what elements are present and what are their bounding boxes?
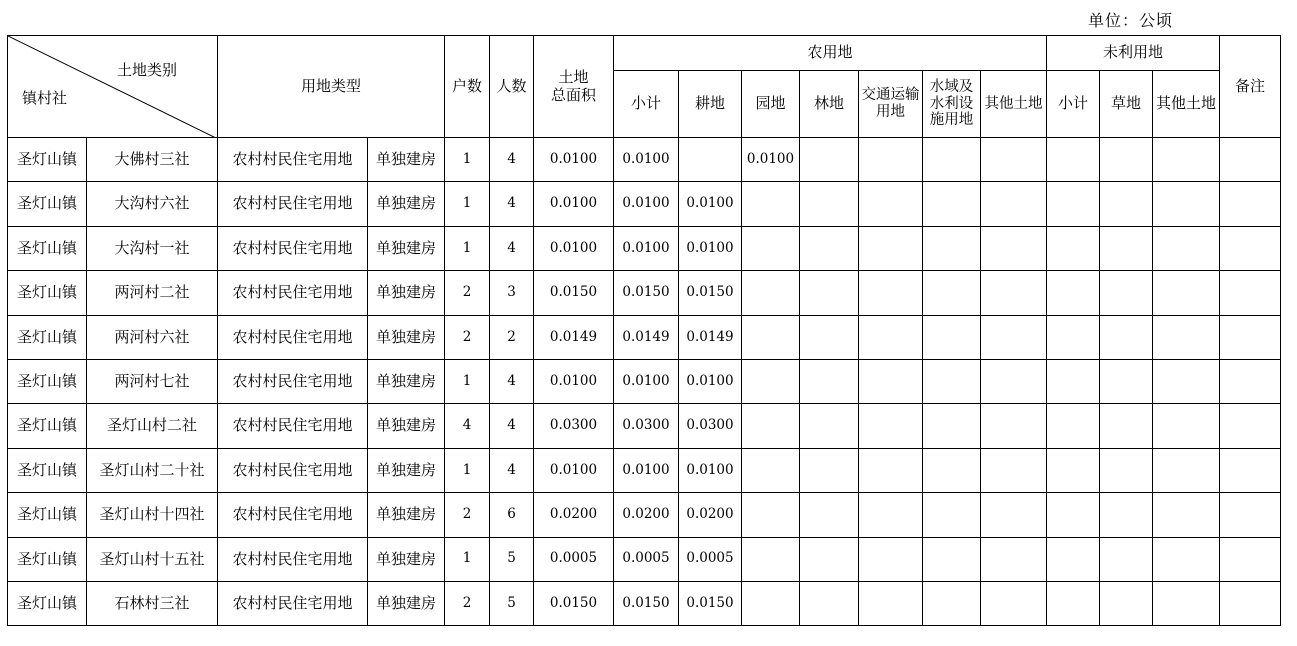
town-cell: 圣灯山镇 (8, 537, 87, 581)
town-cell: 圣灯山镇 (8, 138, 87, 182)
forest-cell (800, 359, 859, 403)
agri-subtotal-cell: 0.0005 (614, 537, 679, 581)
people-cell: 5 (490, 581, 534, 625)
total-area-cell: 0.0005 (534, 537, 614, 581)
transport-cell (859, 493, 923, 537)
households-cell: 1 (445, 226, 490, 270)
forest-cell (800, 448, 859, 492)
grassland-cell (1100, 359, 1153, 403)
table-row (8, 404, 1281, 448)
agri-land-group-header: 农用地 (614, 36, 1047, 71)
total-area-cell: 0.0100 (534, 138, 614, 182)
remarks-cell (1220, 493, 1281, 537)
total-area-header-line2: 总面积 (550, 85, 596, 104)
garden-cell (742, 271, 800, 315)
water-cell (923, 138, 981, 182)
households-cell: 1 (445, 138, 490, 182)
unused-other-cell (1153, 448, 1220, 492)
cultivated-cell: 0.0100 (679, 448, 742, 492)
households-cell: 4 (445, 404, 490, 448)
unused-col-header: 草地 (1100, 71, 1153, 138)
unused-subtotal-cell (1047, 182, 1100, 226)
unused-subtotal-cell (1047, 226, 1100, 270)
water-cell (923, 493, 981, 537)
agri-other-cell (981, 537, 1047, 581)
transport-cell (859, 537, 923, 581)
agri-other-cell (981, 493, 1047, 537)
diagonal-header-cell (8, 36, 218, 138)
grassland-cell (1100, 448, 1153, 492)
subtype-cell: 单独建房 (368, 359, 445, 403)
unused-subtotal-cell (1047, 359, 1100, 403)
village-cell: 两河村六社 (87, 315, 218, 359)
transport-cell (859, 404, 923, 448)
people-cell: 4 (490, 226, 534, 270)
agri-col-header: 水域及水利设施用地 (923, 71, 981, 138)
households-cell: 1 (445, 448, 490, 492)
grassland-cell (1100, 537, 1153, 581)
town-cell: 圣灯山镇 (8, 226, 87, 270)
garden-cell (742, 448, 800, 492)
unused-land-group-header: 未利用地 (1047, 36, 1220, 71)
transport-cell (859, 315, 923, 359)
land-use-cell: 农村村民住宅用地 (218, 138, 368, 182)
people-cell: 4 (490, 448, 534, 492)
subtype-cell: 单独建房 (368, 448, 445, 492)
cultivated-cell: 0.0100 (679, 226, 742, 270)
village-cell: 大沟村六社 (87, 182, 218, 226)
unused-subtotal-cell (1047, 537, 1100, 581)
town-cell: 圣灯山镇 (8, 404, 87, 448)
garden-cell (742, 581, 800, 625)
unused-other-cell (1153, 226, 1220, 270)
cultivated-cell (679, 138, 742, 182)
grassland-cell (1100, 315, 1153, 359)
garden-cell (742, 182, 800, 226)
total-area-cell: 0.0150 (534, 581, 614, 625)
agri-other-cell (981, 271, 1047, 315)
agri-subtotal-cell: 0.0150 (614, 271, 679, 315)
water-cell (923, 226, 981, 270)
village-cell: 石林村三社 (87, 581, 218, 625)
garden-cell (742, 493, 800, 537)
grassland-cell (1100, 138, 1153, 182)
remarks-cell (1220, 138, 1281, 182)
people-cell: 5 (490, 537, 534, 581)
water-cell (923, 537, 981, 581)
garden-cell (742, 315, 800, 359)
land-use-cell: 农村村民住宅用地 (218, 182, 368, 226)
grassland-cell (1100, 271, 1153, 315)
village-cell: 大沟村一社 (87, 226, 218, 270)
subtype-cell: 单独建房 (368, 581, 445, 625)
agri-col-header: 园地 (742, 71, 800, 138)
total-area-cell: 0.0100 (534, 448, 614, 492)
forest-cell (800, 493, 859, 537)
agri-col-header: 林地 (800, 71, 859, 138)
table-row (8, 493, 1281, 537)
transport-cell (859, 581, 923, 625)
subtype-cell: 单独建房 (368, 138, 445, 182)
subtype-cell: 单独建房 (368, 537, 445, 581)
total-area-cell: 0.0300 (534, 404, 614, 448)
table-row (8, 581, 1281, 625)
remarks-cell (1220, 448, 1281, 492)
transport-cell (859, 271, 923, 315)
table-row (8, 271, 1281, 315)
total-area-header-line1: 土地 (558, 68, 589, 87)
agri-subtotal-cell: 0.0100 (614, 359, 679, 403)
agri-other-cell (981, 359, 1047, 403)
people-cell: 3 (490, 271, 534, 315)
agri-subtotal-cell: 0.0149 (614, 315, 679, 359)
land-use-cell: 农村村民住宅用地 (218, 581, 368, 625)
households-cell: 2 (445, 315, 490, 359)
agri-subtotal-cell: 0.0100 (614, 226, 679, 270)
land-use-cell: 农村村民住宅用地 (218, 315, 368, 359)
village-cell: 圣灯山村十四社 (87, 493, 218, 537)
agri-other-cell (981, 448, 1047, 492)
unused-other-cell (1153, 537, 1220, 581)
unused-other-cell (1153, 404, 1220, 448)
remarks-cell (1220, 581, 1281, 625)
agri-other-cell (981, 315, 1047, 359)
remarks-header: 备注 (1220, 36, 1281, 138)
transport-cell (859, 182, 923, 226)
subtype-cell: 单独建房 (368, 226, 445, 270)
forest-cell (800, 315, 859, 359)
households-cell: 2 (445, 493, 490, 537)
households-cell: 1 (445, 182, 490, 226)
agri-subtotal-cell: 0.0100 (614, 138, 679, 182)
town-cell: 圣灯山镇 (8, 581, 87, 625)
unused-other-cell (1153, 182, 1220, 226)
cultivated-cell: 0.0100 (679, 359, 742, 403)
people-cell: 4 (490, 138, 534, 182)
forest-cell (800, 404, 859, 448)
town-cell: 圣灯山镇 (8, 359, 87, 403)
grassland-cell (1100, 581, 1153, 625)
cultivated-cell: 0.0150 (679, 271, 742, 315)
unused-other-cell (1153, 271, 1220, 315)
garden-cell (742, 226, 800, 270)
water-cell (923, 182, 981, 226)
people-header: 人数 (490, 36, 534, 138)
unused-subtotal-cell (1047, 271, 1100, 315)
agri-col-header: 小计 (614, 71, 679, 138)
remarks-cell (1220, 359, 1281, 403)
people-cell: 4 (490, 404, 534, 448)
people-cell: 6 (490, 493, 534, 537)
total-area-cell: 0.0150 (534, 271, 614, 315)
households-cell: 2 (445, 271, 490, 315)
town-village-header: 镇村社 (22, 89, 68, 107)
village-cell: 两河村七社 (87, 359, 218, 403)
total-area-cell: 0.0100 (534, 182, 614, 226)
unused-other-cell (1153, 359, 1220, 403)
village-cell: 圣灯山村十五社 (87, 537, 218, 581)
total-area-cell: 0.0100 (534, 359, 614, 403)
forest-cell (800, 182, 859, 226)
unused-col-header: 小计 (1047, 71, 1100, 138)
cultivated-cell: 0.0100 (679, 182, 742, 226)
garden-cell: 0.0100 (742, 138, 800, 182)
forest-cell (800, 138, 859, 182)
agri-other-cell (981, 226, 1047, 270)
garden-cell (742, 359, 800, 403)
transport-cell (859, 359, 923, 403)
total-area-header (534, 36, 614, 138)
garden-cell (742, 404, 800, 448)
land-use-cell: 农村村民住宅用地 (218, 493, 368, 537)
unused-other-cell (1153, 138, 1220, 182)
grassland-cell (1100, 493, 1153, 537)
households-cell: 1 (445, 537, 490, 581)
agri-subtotal-cell: 0.0300 (614, 404, 679, 448)
water-cell (923, 581, 981, 625)
land-use-cell: 农村村民住宅用地 (218, 271, 368, 315)
unused-other-cell (1153, 581, 1220, 625)
unused-col-header: 其他土地 (1153, 71, 1220, 138)
table-row (8, 138, 1281, 182)
agri-col-header: 交通运输用地 (859, 71, 923, 138)
agri-other-cell (981, 138, 1047, 182)
subtype-cell: 单独建房 (368, 493, 445, 537)
unused-subtotal-cell (1047, 315, 1100, 359)
cultivated-cell: 0.0149 (679, 315, 742, 359)
grassland-cell (1100, 404, 1153, 448)
village-cell: 圣灯山村二十社 (87, 448, 218, 492)
agri-col-header: 其他土地 (981, 71, 1047, 138)
table-row (8, 537, 1281, 581)
people-cell: 4 (490, 182, 534, 226)
unused-other-cell (1153, 493, 1220, 537)
town-cell: 圣灯山镇 (8, 315, 87, 359)
water-cell (923, 448, 981, 492)
remarks-cell (1220, 315, 1281, 359)
forest-cell (800, 537, 859, 581)
water-cell (923, 404, 981, 448)
land-use-cell: 农村村民住宅用地 (218, 359, 368, 403)
water-cell (923, 359, 981, 403)
land-use-cell: 农村村民住宅用地 (218, 537, 368, 581)
village-cell: 圣灯山村二社 (87, 404, 218, 448)
table-row (8, 182, 1281, 226)
table-row (8, 226, 1281, 270)
land-use-type-header: 用地类型 (218, 36, 445, 138)
table-row (8, 359, 1281, 403)
households-cell: 2 (445, 581, 490, 625)
land-use-cell: 农村村民住宅用地 (218, 404, 368, 448)
water-cell (923, 315, 981, 359)
unused-other-cell (1153, 315, 1220, 359)
table-row (8, 448, 1281, 492)
unused-subtotal-cell (1047, 493, 1100, 537)
remarks-cell (1220, 226, 1281, 270)
grassland-cell (1100, 226, 1153, 270)
unused-subtotal-cell (1047, 448, 1100, 492)
agri-subtotal-cell: 0.0100 (614, 182, 679, 226)
remarks-cell (1220, 404, 1281, 448)
town-cell: 圣灯山镇 (8, 448, 87, 492)
grassland-cell (1100, 182, 1153, 226)
land-use-cell: 农村村民住宅用地 (218, 226, 368, 270)
total-area-cell: 0.0149 (534, 315, 614, 359)
transport-cell (859, 226, 923, 270)
agri-subtotal-cell: 0.0200 (614, 493, 679, 537)
agri-other-cell (981, 581, 1047, 625)
land-category-header: 土地类别 (116, 61, 177, 79)
households-header: 户数 (445, 36, 490, 138)
subtype-cell: 单独建房 (368, 315, 445, 359)
remarks-cell (1220, 271, 1281, 315)
households-cell: 1 (445, 359, 490, 403)
total-area-cell: 0.0200 (534, 493, 614, 537)
subtype-cell: 单独建房 (368, 182, 445, 226)
diagonal-line (8, 36, 218, 138)
cultivated-cell: 0.0300 (679, 404, 742, 448)
forest-cell (800, 271, 859, 315)
agri-col-header: 耕地 (679, 71, 742, 138)
table-body (8, 138, 1281, 626)
agri-subtotal-cell: 0.0100 (614, 448, 679, 492)
unused-subtotal-cell (1047, 581, 1100, 625)
town-cell: 圣灯山镇 (8, 271, 87, 315)
village-cell: 大佛村三社 (87, 138, 218, 182)
town-cell: 圣灯山镇 (8, 493, 87, 537)
town-cell: 圣灯山镇 (8, 182, 87, 226)
cultivated-cell: 0.0005 (679, 537, 742, 581)
agri-other-cell (981, 404, 1047, 448)
transport-cell (859, 448, 923, 492)
land-use-table (7, 35, 1281, 626)
people-cell: 4 (490, 359, 534, 403)
cultivated-cell: 0.0150 (679, 581, 742, 625)
water-cell (923, 271, 981, 315)
forest-cell (800, 226, 859, 270)
transport-cell (859, 138, 923, 182)
village-cell: 两河村二社 (87, 271, 218, 315)
table-row (8, 315, 1281, 359)
forest-cell (800, 581, 859, 625)
people-cell: 2 (490, 315, 534, 359)
land-use-cell: 农村村民住宅用地 (218, 448, 368, 492)
agri-subtotal-cell: 0.0150 (614, 581, 679, 625)
unit-label: 单位：公顷 (1088, 11, 1174, 30)
total-area-cell: 0.0100 (534, 226, 614, 270)
unused-subtotal-cell (1047, 138, 1100, 182)
remarks-cell (1220, 182, 1281, 226)
remarks-cell (1220, 537, 1281, 581)
unused-subtotal-cell (1047, 404, 1100, 448)
garden-cell (742, 537, 800, 581)
subtype-cell: 单独建房 (368, 404, 445, 448)
subtype-cell: 单独建房 (368, 271, 445, 315)
cultivated-cell: 0.0200 (679, 493, 742, 537)
agri-other-cell (981, 182, 1047, 226)
